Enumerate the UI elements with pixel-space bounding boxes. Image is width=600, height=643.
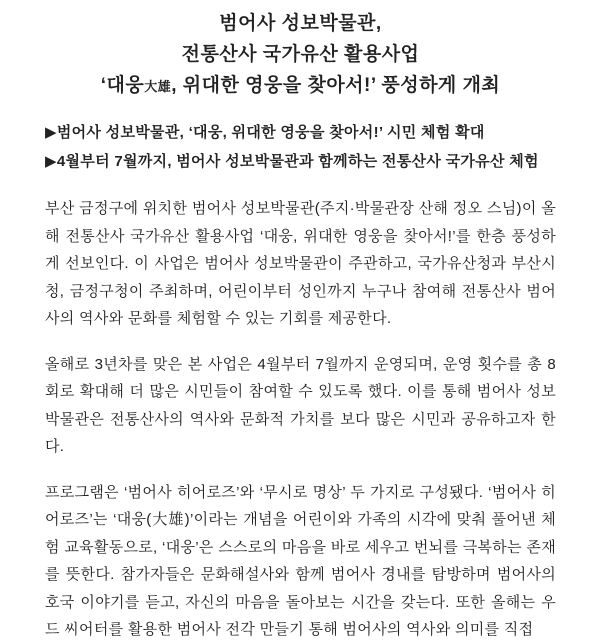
body-paragraph: 올해로 3년차를 맞은 본 사업은 4월부터 7월까지 운영되며, 운영 횟수를 총 8회로 확대해 더 많은 시민들이 참여할 수 있도록 했다. 이를 통해 범어사 성보박물관은 전통산사의 역사와 문화적 가치를 보다 많은 시민과 공유하고자 한다.	[45, 355, 556, 455]
highlight-item	[45, 148, 556, 177]
triangle-bullet-icon: ▶	[45, 124, 57, 141]
highlight-item	[45, 119, 556, 148]
title-line-1: 범어사 성보박물관,	[219, 13, 382, 34]
title-line-3-suffix: , 위대한 영웅을 찾아서!’ 풍성하게 개최	[171, 75, 501, 96]
body-paragraph: 부산 금정구에 위치한 범어사 성보박물관(주지·박물관장 산해 정오 스님)이 올해 전통산사 국가유산 활용사업 ‘대웅, 위대한 영웅을 찾아서!’를 한층 풍성하게 선보인다. 이 사업은 범어사 성보박물관이 주관하고, 국가유산청과 부산시청, 금정구청이 주최하며, 어린이부터 성인까지 누구나 참여해 전통산사 범어사의 역사와 문화를 체험할 수 있는 기회를 제공한다.	[45, 200, 556, 327]
document-title	[45, 8, 556, 102]
body-paragraph: 프로그램은 ‘범어사 히어로즈’와 ‘무시로 명상’ 두 가지로 구성됐다. ‘범어사 히어로즈’는 ‘대웅(大雄)’이라는 개념을 어린이와 가족의 시각에 맞춰 풀어낸 체험 교육활동으로, ‘대웅’은 스스로의 마음을 바로 세우고 번뇌를 극복하는 존재를 뜻한다. 참가자들은 문화해설사와 함께 범어사 경내를 탐방하며 범어사의 호국 이야기를 듣고, 자신의 마음을 돌아보는 시간을 갖는다. 또한 올해는 우드 씨어터를 활용한 범어사 전각 만들기 통해 범어사의 역사와 의미를 직접	[45, 483, 556, 638]
highlight-text: 4월부터 7월까지, 범어사 성보박물관과 함께하는 전통산사 국가유산 체험	[56, 152, 539, 170]
title-hanja: 大雄	[144, 79, 172, 94]
highlight-text: 범어사 성보박물관, ‘대웅, 위대한 영웅을 찾아서!’ 시민 체험 확대	[56, 124, 485, 141]
title-line-3	[45, 70, 556, 102]
title-line-3-prefix: ‘대웅	[100, 75, 145, 96]
highlight-list	[45, 119, 556, 176]
title-line-2: 전통산사 국가유산 활용사업	[181, 44, 420, 65]
triangle-bullet-icon: ▶	[45, 152, 57, 170]
document-body	[45, 195, 556, 643]
